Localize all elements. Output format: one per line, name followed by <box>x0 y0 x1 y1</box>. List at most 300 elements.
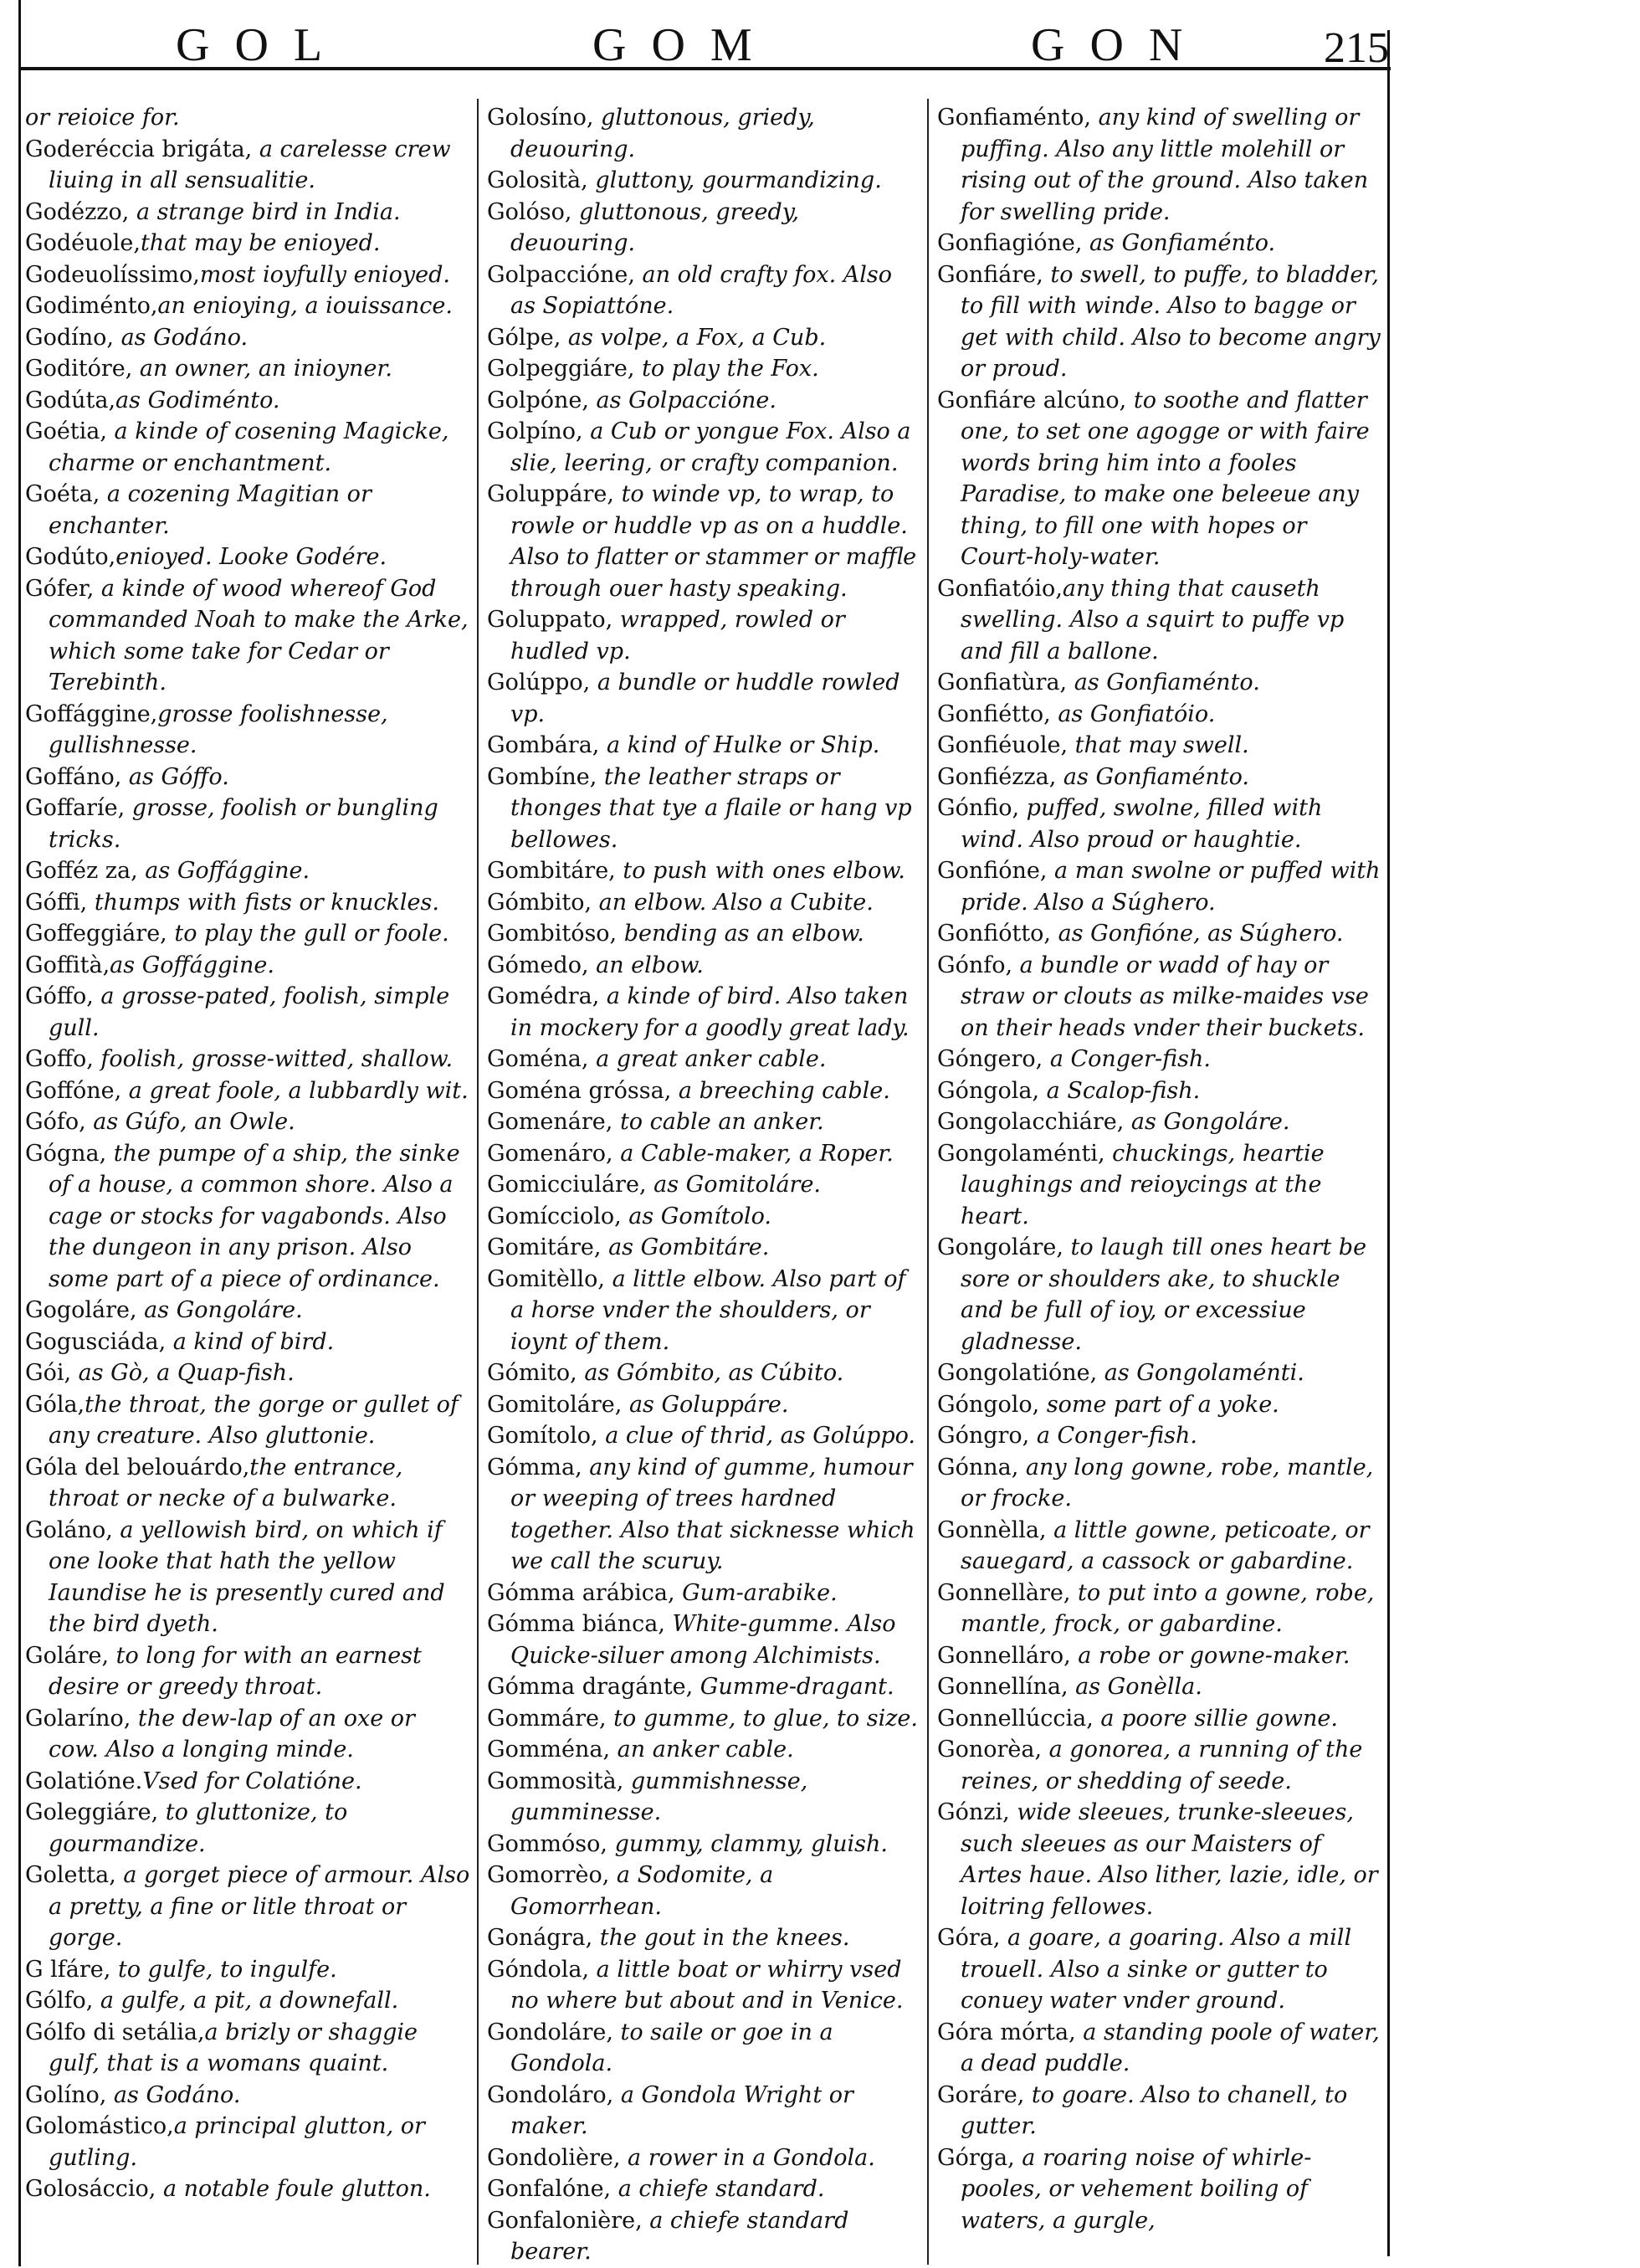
column-rule-1 <box>477 99 479 2265</box>
entry-headword: Gómito, <box>487 1360 577 1386</box>
dictionary-entry <box>487 1138 920 1170</box>
entry-headword: Gommóso, <box>487 1830 607 1857</box>
entry-definition: as Gómbito, as Cúbito. <box>577 1360 844 1386</box>
entry-definition: a gulfe, a pit, a downefall. <box>93 1988 399 2014</box>
entry-headword: Gonfióne, <box>937 858 1048 884</box>
dictionary-entry <box>25 1075 470 1107</box>
dictionary-entry <box>487 479 920 604</box>
entry-definition: a cozening Magitian or enchanter. <box>49 481 372 539</box>
dictionary-entry <box>487 604 920 667</box>
entry-definition: White-gumme. Also Quicke-siluer among Alchimists. <box>510 1611 896 1669</box>
entry-definition: to push with ones elbow. <box>615 858 905 884</box>
entry-definition: wide sleeues, trunke-sleeues, such sleeues as our Maisters of Artes haue. Also lither, lazie, idle, or loitring fellowes. <box>961 1799 1378 1920</box>
entry-headword: Góra mórta, <box>937 2019 1076 2045</box>
dictionary-entry <box>25 353 470 385</box>
dictionary-entry <box>487 259 920 322</box>
entry-headword: Gonnèlla, <box>937 1516 1047 1543</box>
entry-definition: to gulfe, to ingulfe. <box>110 1956 337 1983</box>
entry-definition: as Goluppáre. <box>622 1391 789 1418</box>
entry-definition: an anker cable. <box>610 1737 794 1763</box>
entry-definition: thumps with fists or knuckles. <box>87 889 439 916</box>
entry-definition: a kinde of wood whereof God commanded Noah to make the Arke, which some take for Cedar or Terebinth. <box>49 575 469 695</box>
entry-headword: Goláre, <box>25 1642 110 1669</box>
entry-definition: an enioying, a iouissance. <box>157 293 453 319</box>
entry-headword: Gonfiótto, <box>937 921 1052 947</box>
entry-headword: Gonfalonière, <box>487 2207 643 2234</box>
dictionary-entry <box>937 1703 1382 1735</box>
entry-headword: Gomitáre, <box>487 1234 602 1260</box>
entry-definition: as Gongoláre. <box>136 1297 303 1323</box>
entry-headword: Gomédra, <box>487 983 600 1009</box>
entry-definition: a kinde of cosening Magicke, charme or enchantment. <box>49 418 449 476</box>
dictionary-entry <box>487 1609 920 1671</box>
dictionary-entry <box>25 1640 470 1703</box>
entry-headword: Gófer, <box>25 575 95 602</box>
entry-definition: a Cub or yongue Fox. Also a slie, leering, or crafty companion. <box>510 418 911 476</box>
entry-headword: Gómma, <box>487 1454 582 1480</box>
entry-headword: Goditóre, <box>25 356 133 382</box>
dictionary-entry <box>937 1420 1382 1452</box>
entry-definition: chuckings, heartie laughings and reioycings at the heart. <box>961 1140 1325 1229</box>
dictionary-entry <box>487 2017 920 2080</box>
dictionary-entry <box>487 1232 920 1264</box>
dictionary-entry <box>937 855 1382 918</box>
entry-headword: Gomitoláre, <box>487 1391 623 1418</box>
dictionary-entry <box>487 1044 920 1075</box>
entry-headword: Gómedo, <box>487 952 589 978</box>
entry-definition: gluttony, gourmandizing. <box>587 167 882 193</box>
entry-headword: Gomména, <box>487 1737 611 1763</box>
dictionary-entry <box>25 134 470 197</box>
entry-definition: as Gongolaménti. <box>1097 1360 1304 1386</box>
entry-definition: to play the gull or foole. <box>167 921 449 947</box>
dictionary-entry <box>25 102 470 134</box>
dictionary-entry <box>25 855 470 887</box>
entry-headword: Godiménto, <box>25 293 158 319</box>
entry-definition: the dew-lap of an oxe or cow. Also a longing minde. <box>49 1705 415 1763</box>
entry-definition: a breeching cable. <box>671 1077 890 1104</box>
entry-definition: gluttonous, greedy, deuouring. <box>510 198 800 256</box>
dictionary-entry <box>487 2205 920 2268</box>
running-head-right: GON <box>1031 19 1208 71</box>
dictionary-entry <box>487 1075 920 1107</box>
entry-headword: Gonfiatóio, <box>937 575 1063 602</box>
dictionary-entry <box>937 1138 1382 1233</box>
entry-definition: a gonorea, a running of the reines, or shedding of seede. <box>961 1737 1363 1794</box>
dictionary-entry <box>937 1734 1382 1797</box>
dictionary-entry <box>487 353 920 385</box>
entry-headword: Gonnellúccia, <box>937 1705 1094 1732</box>
dictionary-entry <box>487 1860 920 1922</box>
dictionary-entry <box>937 2080 1382 2142</box>
entry-headword: Gónfio, <box>937 795 1020 821</box>
dictionary-entry <box>937 2017 1382 2080</box>
entry-definition: grosse, foolish or bungling tricks. <box>49 795 438 853</box>
entry-headword: Golpaccióne, <box>487 261 635 288</box>
entry-headword: Goletta, <box>25 1862 116 1888</box>
running-head-center: GOM <box>592 19 777 71</box>
page-number: 215 <box>1324 24 1389 72</box>
entry-definition: as Gomítolo. <box>621 1203 771 1229</box>
entry-definition: to swell, to puffe, to bladder, to fill with winde. Also to bagge or get with child. Also to become angry or proud. <box>961 261 1381 382</box>
dictionary-entry <box>25 1766 470 1798</box>
entry-definition: a great foole, a lubbardly wit. <box>121 1077 469 1104</box>
dictionary-entry <box>937 385 1382 573</box>
entry-definition: to gumme, to glue, to size. <box>606 1705 918 1732</box>
entry-headword: Goláno, <box>25 1516 113 1543</box>
entry-definition: a man swolne or puffed with pride. Also a Súghero. <box>961 858 1381 916</box>
entry-headword: Gonfiézza, <box>937 763 1057 790</box>
entry-headword: Gonorèa, <box>937 1737 1043 1763</box>
entry-headword: Gónzi, <box>937 1799 1010 1825</box>
entry-headword: Gongolaménti, <box>937 1140 1105 1167</box>
entry-headword: Goffóne, <box>25 1077 122 1104</box>
dictionary-entry <box>25 290 470 322</box>
dictionary-entry <box>487 981 920 1044</box>
entry-definition: as Gongoláre. <box>1124 1109 1290 1135</box>
entry-headword: Gonfiaménto, <box>937 105 1091 131</box>
entry-headword: Goffaríe, <box>25 795 126 821</box>
entry-definition: an owner, an inioyner. <box>132 356 392 382</box>
dictionary-entry <box>937 699 1382 731</box>
entry-headword: Gonfiéuole, <box>937 732 1069 758</box>
entry-headword: Goffággine, <box>25 700 158 727</box>
entry-definition: a principal glutton, or gutling. <box>49 2113 425 2171</box>
entry-definition: as Gombitáre. <box>601 1234 770 1260</box>
entry-headword: Gonágra, <box>487 1925 593 1951</box>
entry-headword: Golóso, <box>487 198 572 225</box>
dictionary-entry <box>25 322 470 354</box>
dictionary-entry <box>25 1860 470 1954</box>
dictionary-entry <box>937 1075 1382 1107</box>
entry-headword: Golpóne, <box>487 387 589 413</box>
entry-headword: Gondoláre, <box>487 2019 613 2045</box>
entry-headword: Golomástico, <box>25 2113 174 2139</box>
entry-headword: Golosíno, <box>487 105 594 131</box>
entry-definition: as Goffággine. <box>137 858 310 884</box>
entry-headword: Gólpe, <box>487 324 561 351</box>
dictionary-entry <box>487 667 920 730</box>
entry-headword: Gonnelláro, <box>937 1642 1071 1669</box>
entry-definition: a robe or gowne-maker. <box>1070 1642 1350 1669</box>
dictionary-entry <box>487 322 920 354</box>
entry-definition: a Gondola Wright or maker. <box>510 2081 853 2139</box>
column-rule-2 <box>927 99 929 2265</box>
column-3 <box>937 102 1382 2236</box>
entry-definition: a gorget piece of armour. Also a pretty, a fine or litle throat or gorge. <box>49 1862 470 1951</box>
entry-headword: Gonnellàre, <box>937 1579 1071 1606</box>
dictionary-entry <box>25 762 470 793</box>
entry-headword: Gongoláre, <box>937 1234 1063 1260</box>
dictionary-entry <box>937 1452 1382 1515</box>
entry-headword: Golúppo, <box>487 670 591 695</box>
dictionary-entry <box>487 1954 920 2017</box>
entry-headword: Golatióne. <box>25 1768 143 1794</box>
entry-headword: Gonfiagióne, <box>937 230 1083 256</box>
entry-definition: a yellowish bird, on which if one looke that hath the yellow Iaundise he is presently cured and the bird dyeth. <box>49 1516 445 1637</box>
dictionary-entry <box>487 1357 920 1389</box>
entry-headword: Golpíno, <box>487 418 583 444</box>
entry-definition: to cable an anker. <box>612 1109 824 1135</box>
entry-definition: enioyed. Looke Godére. <box>115 544 387 570</box>
entry-definition: a kind of bird. <box>166 1328 335 1355</box>
running-head-left: GOL <box>176 19 348 71</box>
dictionary-entry <box>487 197 920 259</box>
entry-definition: a chiefe standard. <box>611 2176 825 2202</box>
entry-headword: Goéta, <box>25 481 100 507</box>
entry-definition: the pumpe of a ship, the sinke of a house, a common shore. Also a cage or stocks for vagabonds. Also the dungeon in any prison. Also some part of a piece of ordinance. <box>49 1140 460 1292</box>
entry-headword: Góla, <box>25 1391 85 1418</box>
entry-definition: a great anker cable. <box>588 1046 827 1072</box>
entry-definition: a little elbow. Also part of a horse vnder the shoulders, or ioynt of them. <box>510 1265 906 1355</box>
entry-definition: a grosse-pated, foolish, simple gull. <box>49 983 450 1041</box>
dictionary-entry <box>487 1420 920 1452</box>
entry-headword: Gónna, <box>937 1454 1019 1480</box>
dictionary-entry <box>937 1357 1382 1389</box>
entry-definition: as Gonfiaménto. <box>1082 230 1276 256</box>
entry-definition: a Scalop-fish. <box>1039 1077 1201 1104</box>
dictionary-entry <box>487 1106 920 1138</box>
entry-definition: gluttonous, griedy, deuouring. <box>510 105 815 162</box>
entry-definition: bending as an elbow. <box>617 921 864 947</box>
entry-definition: any kind of gumme, humour or weeping of trees hardned together. Also that sicknesse which we call the scuruy. <box>510 1454 915 1574</box>
entry-headword: Gomítolo, <box>487 1423 598 1449</box>
entry-headword: Goména gróssa, <box>487 1077 672 1104</box>
column-1 <box>25 102 470 2205</box>
entry-definition: as Godáno. <box>106 2081 241 2108</box>
dictionary-entry <box>25 228 470 259</box>
entry-definition: as Gomitoláre. <box>646 1172 822 1198</box>
entry-headword: Goffáno, <box>25 763 122 790</box>
dictionary-entry <box>487 2142 920 2174</box>
entry-definition: a standing poole of water, a dead puddle. <box>961 2019 1380 2076</box>
entry-definition: a bundle or wadd of hay or straw or clouts as milke-maides vse on their heads vnder their buckets. <box>961 952 1369 1041</box>
dictionary-entry <box>25 1295 470 1326</box>
dictionary-entry <box>487 1578 920 1609</box>
dictionary-entry <box>25 1138 470 1296</box>
entry-definition: as Golpaccióne. <box>588 387 776 413</box>
entry-definition: a Sodomite, a Gomorrhean. <box>510 1862 774 1920</box>
dictionary-entry <box>25 1954 470 1986</box>
dictionary-entry <box>937 1389 1382 1421</box>
entry-definition: the leather straps or thonges that tye a flaile or hang vp bellowes. <box>510 763 912 853</box>
entry-definition: as Gonfiatóio. <box>1050 700 1216 727</box>
entry-headword: Gómma dragánte, <box>487 1674 694 1700</box>
entry-headword: Godeuolíssimo, <box>25 261 200 288</box>
entry-definition: wrapped, rowled or hudled vp. <box>510 607 845 664</box>
entry-definition: any kind of swelling or puffing. Also any little molehill or rising out of the ground. Also taken for swelling pride. <box>961 105 1369 225</box>
entry-definition: to winde vp, to wrap, to rowle or huddle vp as on a huddle. Also to flatter or stammer or maffle through ouer hasty speaking. <box>510 481 917 602</box>
entry-definition: to laugh till ones heart be sore or shoulders ake, to shuckle and be full of ioy, or excessiue gladnesse. <box>961 1234 1367 1355</box>
dictionary-entry <box>25 1452 470 1515</box>
dictionary-entry <box>937 259 1382 385</box>
entry-headword: Golosità, <box>487 167 588 193</box>
dictionary-entry <box>487 1734 920 1766</box>
dictionary-entry <box>937 1640 1382 1672</box>
entry-definition: puffed, swolne, filled with wind. Also proud or haughtie. <box>961 795 1323 853</box>
entry-headword: Godézzo, <box>25 198 130 225</box>
dictionary-entry <box>937 573 1382 668</box>
entry-headword: Gói, <box>25 1360 72 1386</box>
entry-definition: some part of a yoke. <box>1039 1391 1279 1418</box>
entry-headword: Góffo, <box>25 983 94 1009</box>
entry-definition: a clue of thrid, as Golúppo. <box>597 1423 915 1449</box>
entry-definition: a rower in a Gondola. <box>620 2144 875 2171</box>
dictionary-entry <box>937 1515 1382 1578</box>
entry-definition: a goare, a goaring. Also a mill trouell. Also a sinke or gutter to conuey water vnder ground. <box>961 1925 1352 2014</box>
dictionary-entry <box>25 2111 470 2173</box>
dictionary-entry <box>25 1044 470 1075</box>
entry-definition: as Gonfiaménto. <box>1067 670 1260 695</box>
entry-definition: the entrance, throat or necke of a bulwarke. <box>49 1454 403 1511</box>
dictionary-entry <box>25 1326 470 1358</box>
dictionary-entry <box>487 1922 920 1954</box>
entry-definition: as Goffággine. <box>110 952 274 978</box>
entry-headword: Godúto, <box>25 544 116 570</box>
dictionary-entry <box>25 1797 470 1860</box>
dictionary-entry <box>487 102 920 165</box>
dictionary-entry <box>937 918 1382 950</box>
entry-definition: an elbow. Also a Cubite. <box>592 889 874 916</box>
dictionary-entry <box>487 950 920 982</box>
dictionary-entry <box>487 762 920 856</box>
dictionary-entry <box>487 855 920 887</box>
entry-headword: Gomenáro, <box>487 1140 613 1167</box>
entry-definition: to play the Fox. <box>634 356 819 382</box>
dictionary-entry <box>487 1829 920 1860</box>
entry-headword: Goluppáre, <box>487 481 614 507</box>
entry-definition: an elbow. <box>588 952 704 978</box>
entry-headword: Gonfiatùra, <box>937 670 1068 695</box>
entry-headword: Gongolacchiáre, <box>937 1109 1125 1135</box>
entry-definition: that may be enioyed. <box>140 230 381 256</box>
dictionary-entry <box>487 1201 920 1233</box>
dictionary-entry <box>487 385 920 417</box>
entry-definition: any long gowne, robe, mantle, or frocke. <box>961 1454 1374 1511</box>
entry-definition: or reioice for. <box>25 105 180 131</box>
entry-definition: a kind of Hulke or Ship. <box>599 732 880 758</box>
dictionary-entry <box>937 1106 1382 1138</box>
dictionary-entry <box>25 541 470 573</box>
entry-headword: G lfáre, <box>25 1956 111 1983</box>
entry-headword: Gonfiétto, <box>937 700 1051 727</box>
entry-definition: a Conger-fish. <box>1029 1423 1197 1449</box>
entry-headword: Gómma arábica, <box>487 1579 675 1606</box>
dictionary-entry <box>25 1703 470 1766</box>
entry-headword: Goluppato, <box>487 607 613 633</box>
entry-definition: the throat, the gorge or gullet of any creature. Also gluttonie. <box>49 1391 459 1449</box>
entry-definition: a little gowne, peticoate, or sauegard, a cassock or gabardine. <box>961 1516 1370 1574</box>
entry-headword: Gommáre, <box>487 1705 607 1732</box>
dictionary-entry <box>25 416 470 479</box>
dictionary-entry <box>25 1985 470 2017</box>
entry-headword: Gombíne, <box>487 763 597 790</box>
dictionary-entry <box>487 1671 920 1703</box>
entry-headword: Górga, <box>937 2144 1015 2171</box>
dictionary-entry <box>937 1044 1382 1075</box>
entry-definition: the gout in the knees. <box>592 1925 850 1951</box>
dictionary-entry <box>487 165 920 197</box>
dictionary-entry <box>25 197 470 228</box>
entry-definition: gummishnesse, gumminesse. <box>510 1768 808 1825</box>
entry-headword: Gongolatióne, <box>937 1360 1098 1386</box>
dictionary-entry <box>25 699 470 762</box>
entry-headword: Gómma biánca, <box>487 1611 665 1637</box>
dictionary-entry <box>487 918 920 950</box>
entry-definition: a brizly or shaggie gulf, that is a womans quaint. <box>49 2019 418 2076</box>
entry-definition: a little boat or whirry vsed no where but about and in Venice. <box>510 1956 904 2014</box>
entry-headword: Góffi, <box>25 889 88 916</box>
entry-definition: foolish, grosse-witted, shallow. <box>93 1046 454 1072</box>
entry-definition: to soothe and flatter one, to set one agogge or with faire words bring him into a fooles Paradise, to make one beleeue any thing, to fill one with hopes or Court-holy-water. <box>961 387 1370 570</box>
dictionary-entry <box>25 887 470 919</box>
dictionary-entry <box>25 259 470 291</box>
dictionary-entry <box>487 2173 920 2205</box>
entry-headword: Golaríno, <box>25 1705 131 1732</box>
entry-definition: as Gonfióne, as Súghero. <box>1051 921 1344 947</box>
entry-headword: Góla del belouárdo, <box>25 1454 250 1480</box>
dictionary-entry <box>937 1578 1382 1640</box>
dictionary-entry <box>487 1169 920 1201</box>
dictionary-entry <box>25 1515 470 1640</box>
entry-headword: Gofféz za, <box>25 858 138 884</box>
entry-headword: Gónfo, <box>937 952 1013 978</box>
dictionary-entry <box>25 918 470 950</box>
entry-definition: a chiefe standard bearer. <box>510 2207 849 2265</box>
entry-headword: Gomorrèo, <box>487 1862 610 1888</box>
dictionary-entry <box>25 385 470 417</box>
entry-definition: as Gonfiaménto. <box>1056 763 1249 790</box>
entry-definition: Gum-arabike. <box>674 1579 838 1606</box>
entry-definition: Vsed for Colatióne. <box>142 1768 362 1794</box>
entry-definition: a carelesse crew liuing in all sensualitie. <box>49 136 451 193</box>
entry-headword: Gommosità, <box>487 1768 624 1794</box>
dictionary-entry <box>25 950 470 982</box>
entry-headword: Góngro, <box>937 1423 1030 1449</box>
entry-definition: a poore sillie gowne. <box>1093 1705 1338 1732</box>
entry-headword: Góndola, <box>487 1956 590 1983</box>
entry-headword: Goétia, <box>25 418 107 444</box>
dictionary-entry <box>487 1703 920 1735</box>
dictionary-entry <box>25 981 470 1044</box>
entry-headword: Gombitáre, <box>487 858 616 884</box>
dictionary-entry <box>25 2080 470 2111</box>
entry-definition: most ioyfully enioyed. <box>199 261 450 288</box>
entry-definition: a Cable-maker, a Roper. <box>612 1140 894 1167</box>
entry-headword: Góngola, <box>937 1077 1040 1104</box>
dictionary-entry <box>487 730 920 762</box>
entry-headword: Góngolo, <box>937 1391 1040 1418</box>
dictionary-entry <box>487 1766 920 1829</box>
dictionary-entry <box>25 2017 470 2080</box>
dictionary-entry <box>25 1106 470 1138</box>
entry-definition: gummy, clammy, gluish. <box>607 1830 888 1857</box>
entry-headword: Gogoláre, <box>25 1297 137 1323</box>
entry-headword: Gógna, <box>25 1140 107 1167</box>
dictionary-entry <box>487 1452 920 1578</box>
entry-headword: Gogusciáda, <box>25 1328 167 1355</box>
column-2 <box>487 102 920 2268</box>
entry-headword: Gomícciolo, <box>487 1203 622 1229</box>
entry-definition: grosse foolishnesse, gullishnesse. <box>49 700 388 758</box>
entry-headword: Gonnellína, <box>937 1674 1069 1700</box>
dictionary-entry <box>487 1389 920 1421</box>
dictionary-entry <box>25 1357 470 1389</box>
dictionary-entry <box>487 887 920 919</box>
entry-headword: Golpeggiáre, <box>487 356 635 382</box>
entry-headword: Gomenáre, <box>487 1109 613 1135</box>
entry-headword: Golosáccio, <box>25 2176 156 2202</box>
